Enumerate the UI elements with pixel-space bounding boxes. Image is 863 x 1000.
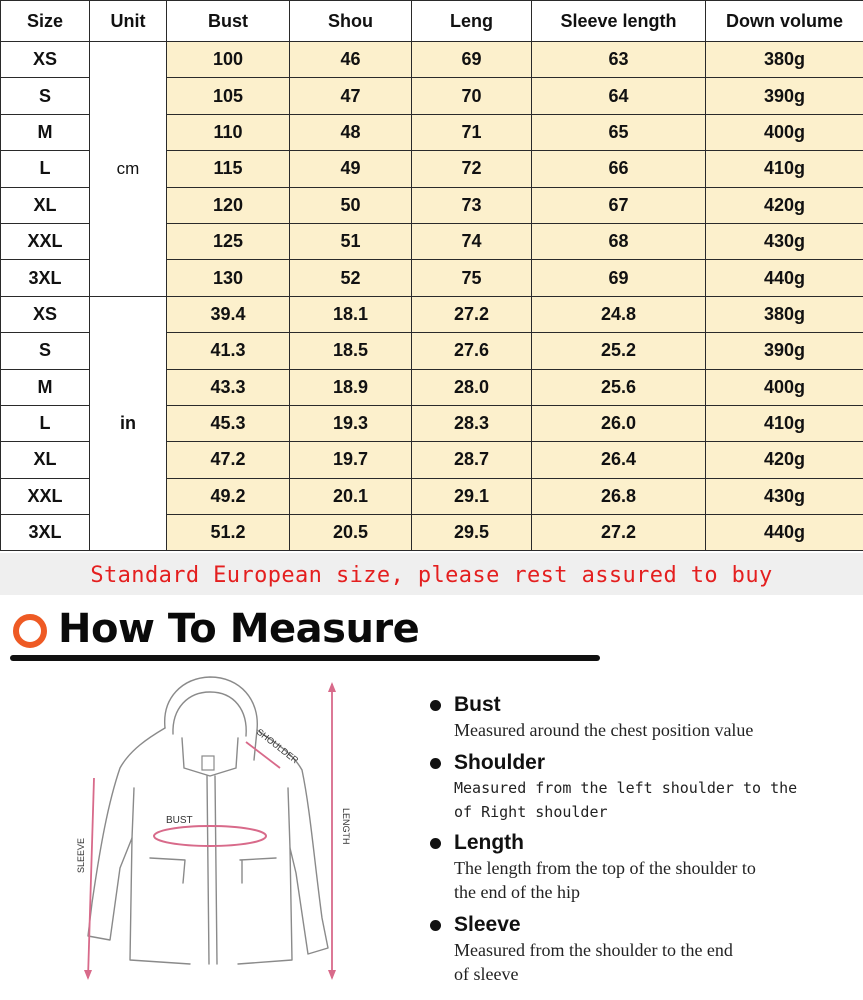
cell-size: S bbox=[1, 78, 90, 114]
cell-bust: 39.4 bbox=[167, 296, 290, 332]
jacket-zipper bbox=[207, 776, 217, 964]
cell-length: 27.2 bbox=[412, 296, 532, 332]
cell-size: L bbox=[1, 405, 90, 441]
cell-bust: 43.3 bbox=[167, 369, 290, 405]
cell-bust: 125 bbox=[167, 223, 290, 259]
cell-size: XL bbox=[1, 442, 90, 478]
cell-length: 27.6 bbox=[412, 333, 532, 369]
bullet-icon bbox=[430, 838, 441, 849]
cell-size: S bbox=[1, 333, 90, 369]
bullet-icon bbox=[430, 700, 441, 711]
cell-shoulder: 18.1 bbox=[290, 296, 412, 332]
header-unit: Unit bbox=[90, 1, 167, 42]
cell-length: 75 bbox=[412, 260, 532, 296]
cell-down-volume: 390g bbox=[706, 333, 863, 369]
cell-unit: in bbox=[90, 296, 167, 551]
length-diagram-label: LENGTH bbox=[341, 808, 351, 845]
bust-measure-line bbox=[154, 826, 266, 846]
cell-size: M bbox=[1, 114, 90, 150]
cell-sleeve-length: 24.8 bbox=[532, 296, 706, 332]
header-bust: Bust bbox=[167, 1, 290, 42]
cell-down-volume: 410g bbox=[706, 151, 863, 187]
bust-diagram-label: BUST bbox=[166, 815, 193, 826]
circle-bullet-icon bbox=[13, 614, 47, 648]
cell-sleeve-length: 26.8 bbox=[532, 478, 706, 514]
cell-down-volume: 430g bbox=[706, 478, 863, 514]
cell-bust: 41.3 bbox=[167, 333, 290, 369]
cell-sleeve-length: 63 bbox=[532, 42, 706, 78]
cell-length: 29.1 bbox=[412, 478, 532, 514]
cell-down-volume: 430g bbox=[706, 223, 863, 259]
bullet-icon bbox=[430, 758, 441, 769]
cell-shoulder: 18.5 bbox=[290, 333, 412, 369]
instruction-length-title: Length bbox=[454, 831, 524, 854]
cell-length: 71 bbox=[412, 114, 532, 150]
instruction-shoulder-desc-line1: Measured from the left shoulder to the bbox=[454, 779, 798, 797]
cell-shoulder: 19.7 bbox=[290, 442, 412, 478]
cell-size: L bbox=[1, 151, 90, 187]
table-header-row bbox=[1, 1, 863, 42]
sleeve-measure-line bbox=[88, 778, 94, 978]
cell-bust: 110 bbox=[167, 114, 290, 150]
how-to-measure-title: How To Measure bbox=[58, 606, 420, 652]
cell-sleeve-length: 65 bbox=[532, 114, 706, 150]
jacket-pocket-left bbox=[150, 858, 185, 883]
instruction-shoulder-title: Shoulder bbox=[454, 751, 546, 774]
bullet-icon bbox=[430, 920, 441, 931]
cell-sleeve-length: 26.4 bbox=[532, 442, 706, 478]
cell-bust: 120 bbox=[167, 187, 290, 223]
size-banner: Standard European size, please rest assured to buy bbox=[0, 553, 863, 595]
jacket-hood-inner bbox=[173, 692, 246, 736]
cell-bust: 51.2 bbox=[167, 515, 290, 551]
instruction-length-desc-line1: The length from the top of the shoulder to bbox=[454, 858, 756, 878]
cell-shoulder: 50 bbox=[290, 187, 412, 223]
table-row bbox=[1, 42, 863, 78]
shoulder-diagram-label: SHOULDER bbox=[254, 726, 301, 766]
cell-down-volume: 400g bbox=[706, 369, 863, 405]
cell-length: 28.0 bbox=[412, 369, 532, 405]
cell-shoulder: 19.3 bbox=[290, 405, 412, 441]
length-arrow-bottom bbox=[328, 970, 336, 980]
cell-down-volume: 420g bbox=[706, 187, 863, 223]
cell-bust: 105 bbox=[167, 78, 290, 114]
cell-down-volume: 380g bbox=[706, 42, 863, 78]
jacket-body-right bbox=[238, 730, 328, 964]
cell-down-volume: 380g bbox=[706, 296, 863, 332]
jacket-diagram bbox=[70, 668, 360, 988]
instruction-bust bbox=[430, 692, 753, 742]
jacket-seam-right bbox=[288, 788, 290, 848]
instruction-sleeve-desc-line2: of sleeve bbox=[454, 964, 519, 984]
instruction-length bbox=[430, 830, 756, 904]
header-size: Size bbox=[1, 1, 90, 42]
table-row bbox=[1, 296, 863, 332]
cell-size: XXL bbox=[1, 223, 90, 259]
cell-size: XS bbox=[1, 296, 90, 332]
instruction-length-desc-line2: the end of the hip bbox=[454, 882, 580, 902]
cell-length: 28.7 bbox=[412, 442, 532, 478]
instruction-sleeve-desc-line1: Measured from the shoulder to the end bbox=[454, 940, 733, 960]
instruction-bust-desc: Measured around the chest position value bbox=[454, 720, 754, 740]
cell-shoulder: 46 bbox=[290, 42, 412, 78]
cell-shoulder: 47 bbox=[290, 78, 412, 114]
cell-bust: 130 bbox=[167, 260, 290, 296]
cell-down-volume: 410g bbox=[706, 405, 863, 441]
instruction-sleeve-title: Sleeve bbox=[454, 913, 521, 936]
header-length: Leng bbox=[412, 1, 532, 42]
cell-sleeve-length: 27.2 bbox=[532, 515, 706, 551]
cell-length: 69 bbox=[412, 42, 532, 78]
cell-shoulder: 52 bbox=[290, 260, 412, 296]
header-shoulder: Shou bbox=[290, 1, 412, 42]
cell-sleeve-length: 26.0 bbox=[532, 405, 706, 441]
sleeve-diagram-label: SLEEVE bbox=[76, 837, 86, 873]
cell-sleeve-length: 25.2 bbox=[532, 333, 706, 369]
cell-length: 74 bbox=[412, 223, 532, 259]
cell-bust: 49.2 bbox=[167, 478, 290, 514]
cell-down-volume: 440g bbox=[706, 260, 863, 296]
cell-bust: 47.2 bbox=[167, 442, 290, 478]
cell-length: 72 bbox=[412, 151, 532, 187]
jacket-badge bbox=[202, 756, 214, 770]
cell-sleeve-length: 64 bbox=[532, 78, 706, 114]
cell-shoulder: 18.9 bbox=[290, 369, 412, 405]
cell-size: XXL bbox=[1, 478, 90, 514]
cell-sleeve-length: 67 bbox=[532, 187, 706, 223]
cell-shoulder: 48 bbox=[290, 114, 412, 150]
sleeve-arrow-bottom bbox=[84, 970, 92, 980]
cell-length: 29.5 bbox=[412, 515, 532, 551]
cell-bust: 115 bbox=[167, 151, 290, 187]
cell-down-volume: 440g bbox=[706, 515, 863, 551]
cell-sleeve-length: 68 bbox=[532, 223, 706, 259]
cell-shoulder: 20.5 bbox=[290, 515, 412, 551]
cell-bust: 45.3 bbox=[167, 405, 290, 441]
jacket-hood-outline bbox=[165, 677, 258, 760]
instruction-shoulder bbox=[430, 750, 797, 824]
cell-shoulder: 51 bbox=[290, 223, 412, 259]
length-arrow-top bbox=[328, 682, 336, 692]
cell-shoulder: 49 bbox=[290, 151, 412, 187]
cell-length: 28.3 bbox=[412, 405, 532, 441]
cell-size: XS bbox=[1, 42, 90, 78]
cell-size: 3XL bbox=[1, 515, 90, 551]
heading-underline bbox=[10, 655, 600, 661]
cell-length: 70 bbox=[412, 78, 532, 114]
header-sleeve-length: Sleeve length bbox=[532, 1, 706, 42]
cell-sleeve-length: 25.6 bbox=[532, 369, 706, 405]
jacket-body-left bbox=[88, 728, 190, 964]
cell-length: 73 bbox=[412, 187, 532, 223]
cell-size: XL bbox=[1, 187, 90, 223]
jacket-seam-left bbox=[132, 788, 134, 838]
instruction-bust-title: Bust bbox=[454, 693, 501, 716]
instruction-sleeve bbox=[430, 912, 733, 986]
header-down-volume: Down volume bbox=[706, 1, 863, 42]
cell-shoulder: 20.1 bbox=[290, 478, 412, 514]
cell-down-volume: 400g bbox=[706, 114, 863, 150]
cell-sleeve-length: 66 bbox=[532, 151, 706, 187]
cell-sleeve-length: 69 bbox=[532, 260, 706, 296]
cell-size: M bbox=[1, 369, 90, 405]
cell-down-volume: 390g bbox=[706, 78, 863, 114]
cell-size: 3XL bbox=[1, 260, 90, 296]
table-body bbox=[1, 42, 863, 551]
cell-bust: 100 bbox=[167, 42, 290, 78]
jacket-pocket-right bbox=[240, 858, 276, 883]
instruction-shoulder-desc-line2: of Right shoulder bbox=[454, 803, 608, 821]
cell-unit: cm bbox=[90, 42, 167, 297]
cell-down-volume: 420g bbox=[706, 442, 863, 478]
